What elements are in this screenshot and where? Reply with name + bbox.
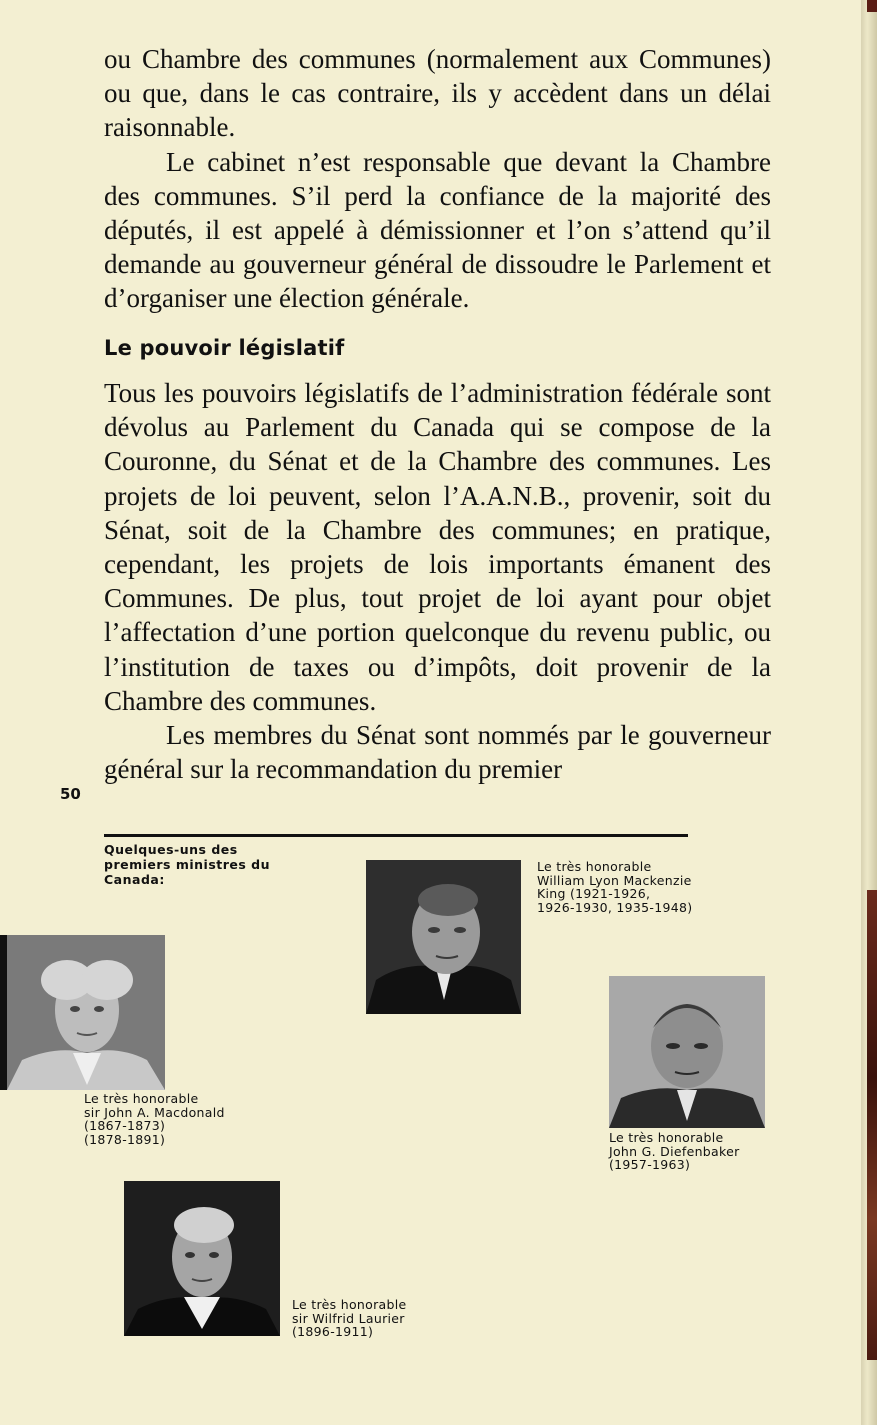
page-edge-mark [867, 0, 877, 12]
portrait-diefenbaker [609, 976, 765, 1128]
divider-rule [104, 834, 688, 837]
portrait-macdonald [7, 935, 165, 1090]
paragraph: ou Chambre des communes (normalement aux Communes) ou que, dans le cas contraire, ils y accèdent dans un délai raisonnable. [104, 44, 771, 143]
page-edge-mark [867, 890, 877, 1360]
image-edge-bar [0, 935, 7, 1090]
page-number: 50 [60, 785, 81, 803]
caption-macdonald: Le très honorable sir John A. Macdonald (1867-1873) (1878-1891) [84, 1091, 225, 1147]
portrait-laurier [124, 1181, 280, 1336]
body-text-top [104, 42, 771, 316]
caption-laurier: Le très honorable sir Wilfrid Laurier (1896-1911) [292, 1297, 407, 1339]
body-text-bottom [104, 376, 771, 786]
section-heading: Le pouvoir législatif [104, 336, 345, 360]
caption-king: Le très honorable William Lyon Mackenzie King (1921-1926, 1926-1930, 1935-1948) [537, 859, 693, 915]
caption-diefenbaker: Le très honorable John G. Diefenbaker (1957-1963) [609, 1130, 740, 1172]
paragraph: Tous les pouvoirs législatifs de l’administration fédérale sont dévolus au Parlement du Canada qui se compose de la Couronne, du Sénat et de la Chambre des communes. Les projets de loi peuvent, selon l’A.A.N.B., provenir, soit du Sénat, soit de la Chambre des communes; en pratique, cependant, les projets de lois importants émanent des Communes. De plus, tout projet de loi ayant pour objet l’affectation d’une portion quelconque du revenu public, ou l’institution de taxes ou d’impôts, doit provenir de la Chambre des communes. [104, 378, 771, 716]
portrait-king [366, 860, 521, 1014]
photo-section-title: Quelques-uns des premiers ministres du Canada: [104, 842, 271, 887]
paragraph: Le cabinet n’est responsable que devant la Chambre des communes. S’il perd la confiance de la majorité des députés, il est appelé à démissionner et l’on s’attend qu’il demande au gouverneur général de dissoudre le Parlement et d’organiser une élection générale. [104, 146, 771, 314]
paragraph: Les membres du Sénat sont nommés par le gouverneur général sur la recommandation du premier [104, 720, 771, 785]
